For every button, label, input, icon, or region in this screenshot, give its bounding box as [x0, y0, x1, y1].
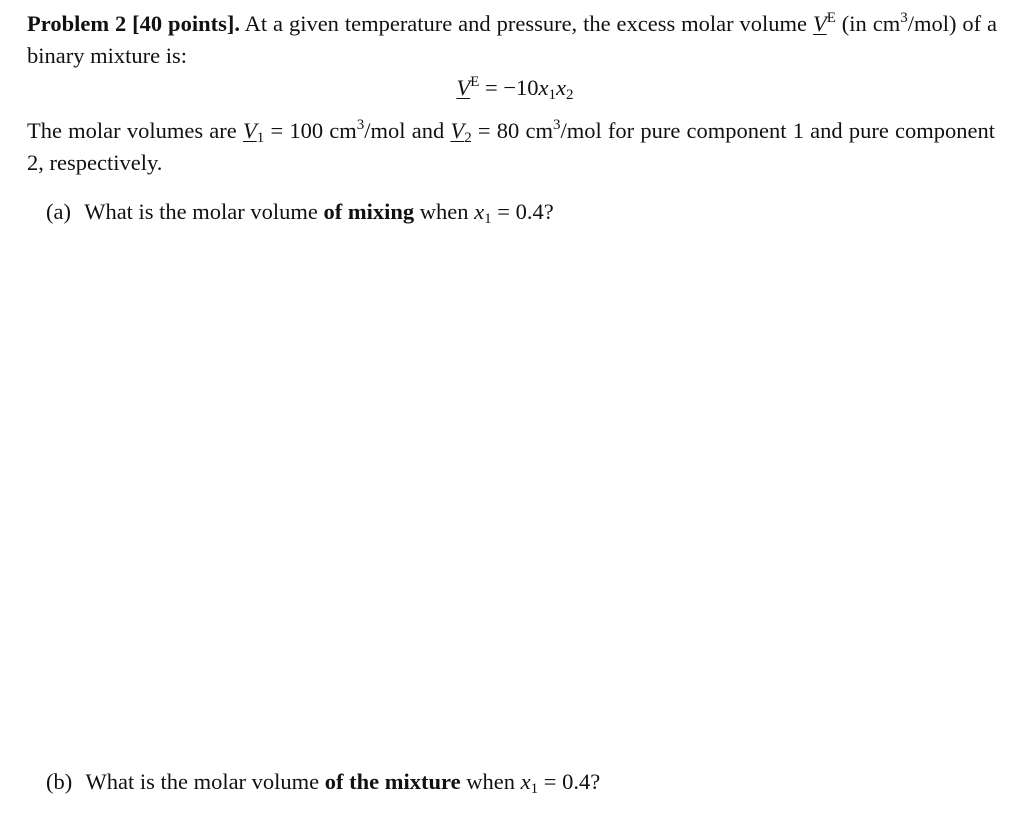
v2-equals: = [477, 118, 491, 143]
question-a [46, 196, 946, 228]
question-b-variable: $x_1$ [520, 769, 539, 797]
equation-x1: x [538, 75, 549, 100]
question-a-variable: $x_1$ [474, 199, 492, 227]
problem-heading: Problem 2 [40 points]. [27, 11, 240, 36]
v2-symbol: $V_2$ [450, 118, 472, 146]
intro-text: At a given temperature and pressure, the excess molar volume [244, 11, 808, 36]
question-b-value: 0.4? [562, 769, 601, 794]
equation-x2: x [556, 75, 567, 100]
equation-equals: = [485, 75, 498, 100]
v1-symbol: $V_1$ [242, 118, 265, 146]
question-b-when: when [466, 769, 515, 794]
question-b-text: What is the molar volume [85, 769, 320, 794]
given-closing-text: /mol for pure component 1 and pure component 2, respectively. [27, 118, 996, 175]
equation-lhs: V [456, 75, 471, 100]
problem-statement [27, 8, 997, 72]
excess-volume-symbol: $V^E$ [812, 10, 836, 36]
v1-value: 100 $cm^3$ [289, 117, 365, 143]
equation-coefficient: −10 [503, 75, 539, 100]
equation-excess-volume [0, 72, 1024, 104]
question-a-label: (a) [46, 199, 71, 224]
question-a-text: What is the molar volume [84, 199, 318, 224]
question-a-equals: = [497, 199, 510, 224]
equation-lhs-superscript: E [470, 74, 480, 90]
question-a-when: when [419, 199, 469, 224]
equation-x1-subscript: 1 [548, 87, 557, 103]
v1-equals: = [270, 118, 284, 143]
equation-x2-subscript: 2 [566, 87, 574, 103]
question-a-emphasis: of mixing [323, 199, 415, 224]
given-intro: The molar volumes are [27, 118, 237, 143]
v2-value: 80 $cm^3$ [496, 117, 561, 143]
given-molar-volumes [27, 115, 995, 179]
question-b [46, 766, 946, 798]
question-b-label: (b) [46, 769, 73, 794]
question-b-emphasis: of the mixture [324, 769, 461, 794]
intro-units: (in $cm^3/mol$) of a binary mixture is: [27, 10, 998, 68]
v1-unit: /mol and [364, 118, 445, 143]
question-a-value: 0.4? [515, 199, 554, 224]
question-b-equals: = [543, 769, 557, 794]
